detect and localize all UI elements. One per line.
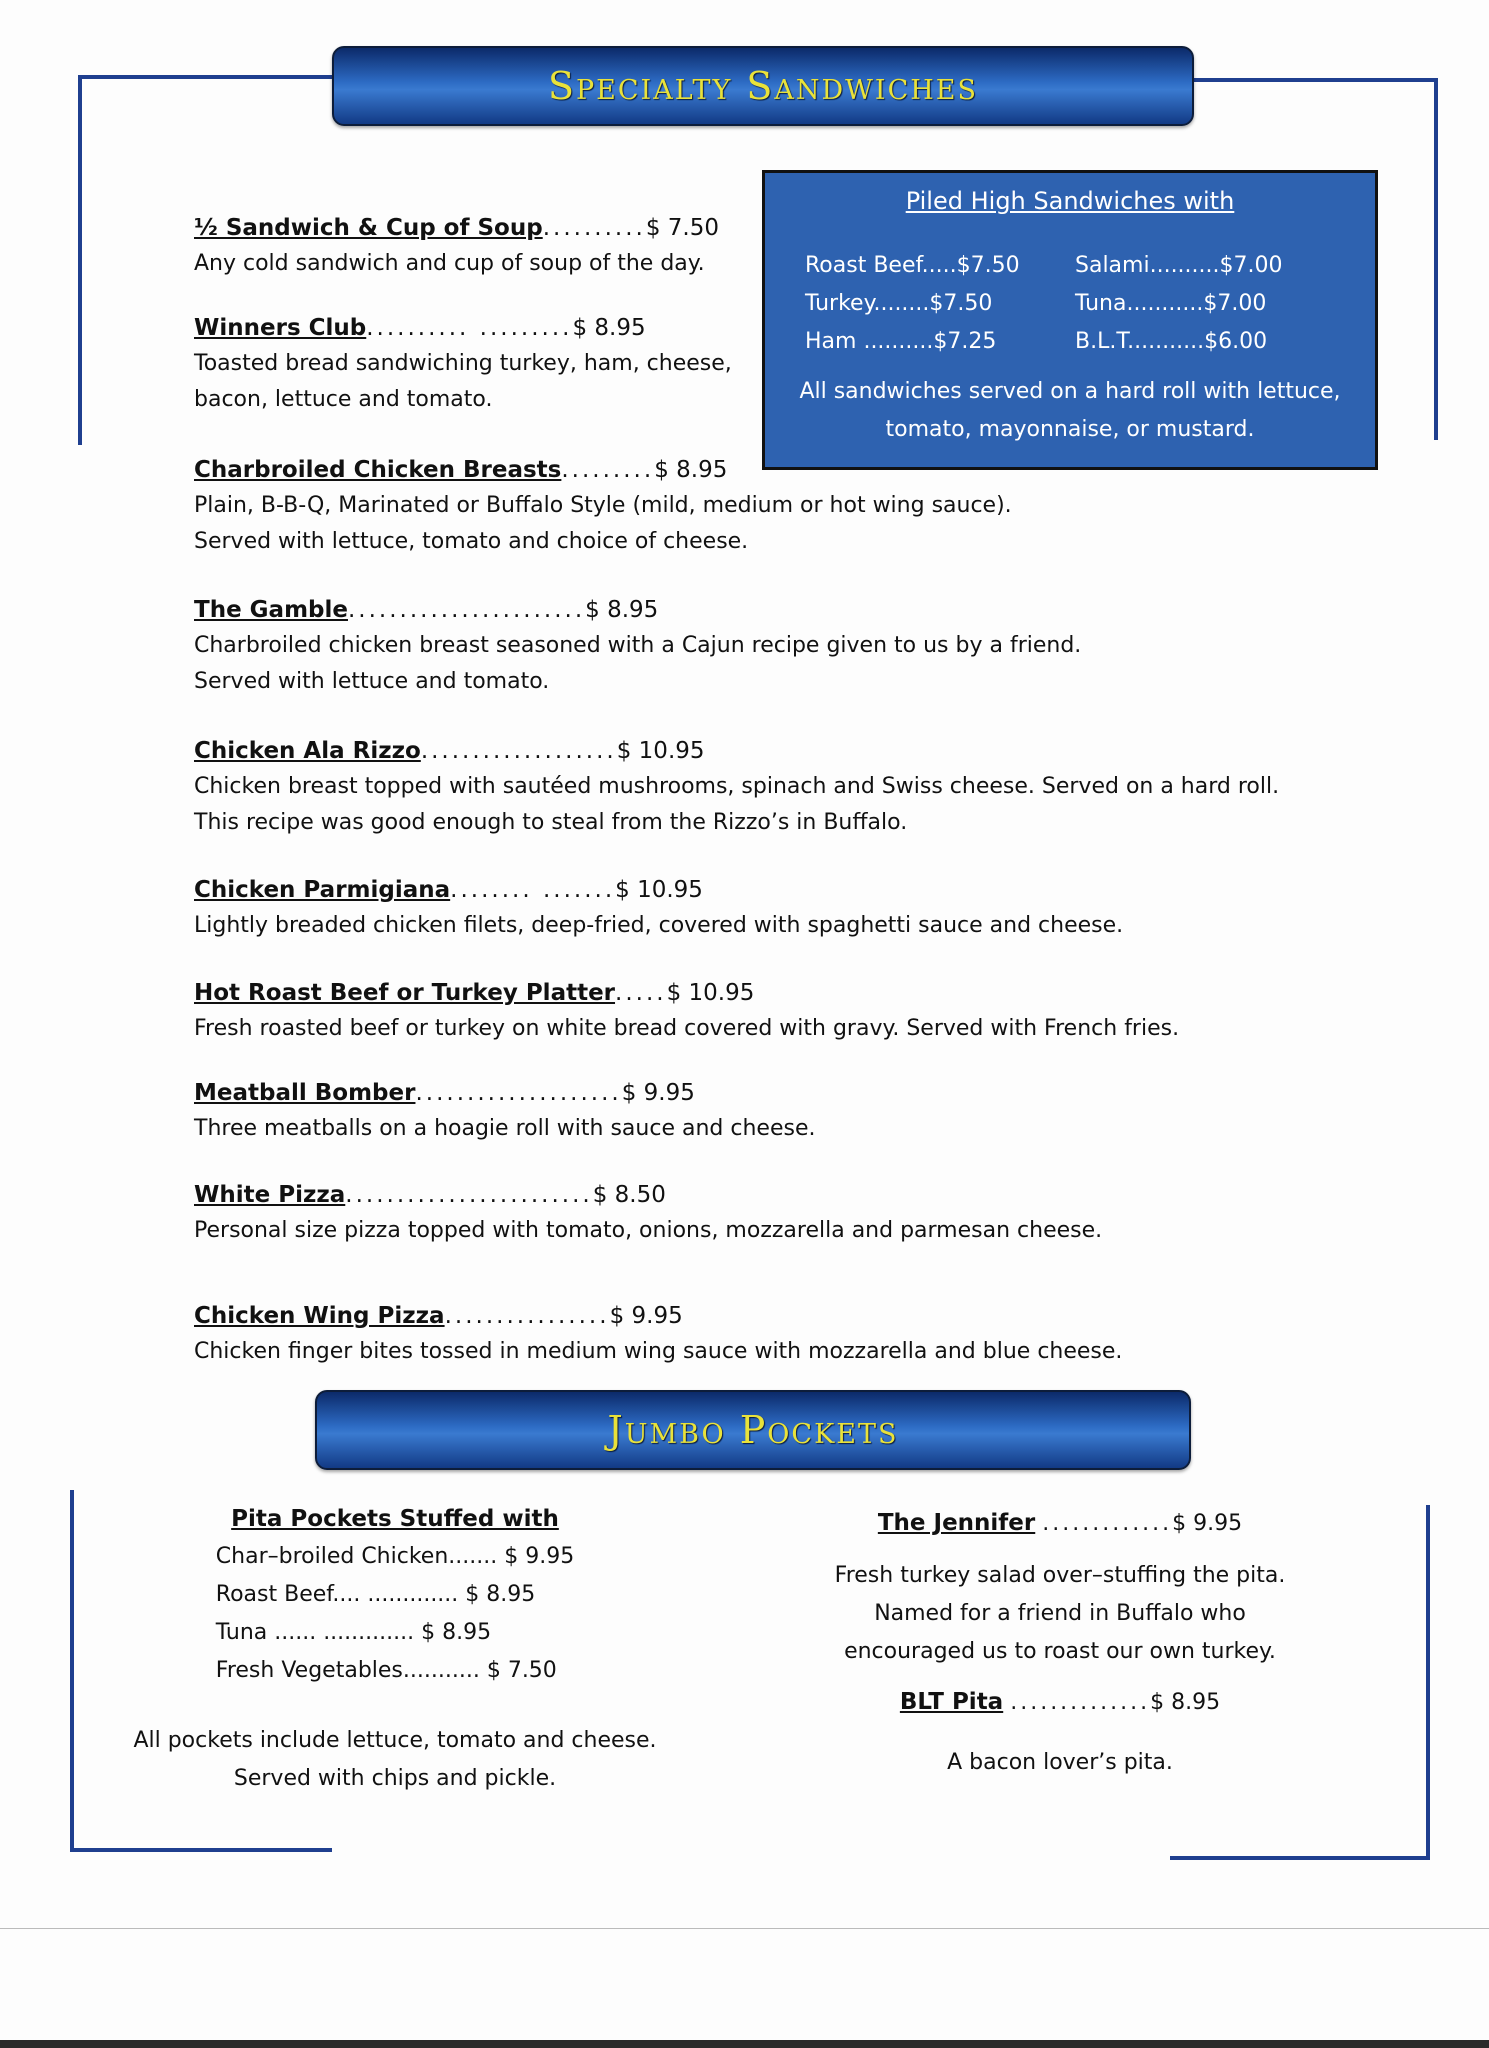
sandwich-price: $ 8.95 (654, 457, 728, 483)
pita-pockets-title: Pita Pockets Stuffed with (231, 1506, 559, 1532)
sandwich-name: Winners Club (194, 315, 367, 341)
piled-cell (1075, 323, 1345, 361)
piled-cell (1075, 285, 1345, 323)
page-fold-line (0, 1928, 1489, 1929)
pita-item-label: Char–broiled Chicken....... (215, 1544, 498, 1569)
piled-cell (805, 247, 1075, 285)
sandwich-name: Meatball Bomber (194, 1080, 416, 1106)
sandwich-item (194, 210, 719, 282)
piled-price: $7.50 (929, 291, 993, 316)
sandwich-item (194, 592, 1081, 700)
sandwich-name: The Gamble (194, 597, 348, 623)
sandwich-price: $ 8.95 (572, 315, 646, 341)
piled-row (805, 285, 1345, 323)
frame-top-left (78, 75, 333, 79)
pita-note (110, 1722, 680, 1798)
frame-right-lower (1426, 1505, 1430, 1860)
sandwich-heading (194, 592, 1081, 628)
sandwich-description: Charbroiled chicken breast seasoned with a Cajun recipe given to us by a friend. (194, 633, 1082, 658)
blt-heading (790, 1683, 1330, 1722)
piled-label: Roast Beef..... (805, 253, 957, 278)
jumbo-pockets-banner (315, 1390, 1191, 1470)
sandwich-name: Chicken Ala Rizzo (194, 738, 421, 764)
jennifer-dots: ............. (1042, 1511, 1173, 1536)
piled-note-line: All sandwiches served on a hard roll with lettuce, (799, 379, 1341, 404)
sandwich-heading (194, 310, 732, 346)
sandwich-heading (194, 1075, 815, 1111)
jennifer-desc (790, 1557, 1330, 1671)
sandwich-name: Chicken Wing Pizza (194, 1303, 445, 1329)
jennifer-heading (790, 1504, 1330, 1543)
piled-label: B.L.T........... (1075, 329, 1205, 354)
jumbo-pockets-title: Jumbo Pockets (607, 1408, 899, 1452)
piled-label: Salami.......... (1075, 253, 1220, 278)
sandwich-item (194, 1177, 1102, 1249)
sandwich-description: Chicken breast topped with sautéed mushrooms, spinach and Swiss cheese. Served on a hard roll. (194, 774, 1280, 799)
piled-high-price-grid (805, 247, 1345, 361)
sandwich-description: Three meatballs on a hoagie roll with sauce and cheese. (194, 1116, 816, 1141)
sandwich-dots: ....................... (347, 597, 586, 623)
piled-cell (805, 285, 1075, 323)
sandwich-name: ½ Sandwich & Cup of Soup (194, 215, 543, 241)
piled-high-box (762, 170, 1378, 470)
sandwich-name: Hot Roast Beef or Turkey Platter (194, 980, 616, 1006)
jennifer-price: $ 9.95 (1172, 1511, 1243, 1536)
jennifer-name: The Jennifer (877, 1510, 1036, 1536)
sandwich-description: Served with lettuce and tomato. (194, 669, 550, 694)
sandwich-heading (194, 210, 719, 246)
sandwich-price: $ 8.95 (585, 597, 659, 623)
sandwich-item (194, 872, 1123, 944)
sandwich-description: Any cold sandwich and cup of soup of the day. (194, 251, 705, 276)
jennifer-desc-line: Named for a friend in Buffalo who (874, 1601, 1246, 1626)
sandwich-heading (194, 1177, 1102, 1213)
sandwich-heading (194, 733, 1279, 769)
sandwich-price: $ 7.50 (645, 215, 719, 241)
pita-item-label: Roast Beef.... ............. (215, 1582, 459, 1607)
sandwich-price: $ 10.95 (615, 877, 703, 903)
pita-item-price: $ 7.50 (486, 1658, 557, 1683)
blt-name: BLT Pita (899, 1689, 1004, 1715)
sandwich-heading (194, 975, 1179, 1011)
sandwich-dots: .................... (415, 1080, 622, 1106)
sandwich-item (194, 733, 1279, 841)
piled-price: $7.50 (956, 253, 1020, 278)
sandwich-description: Fresh roasted beef or turkey on white bread covered with gravy. Served with French fries. (194, 1016, 1180, 1041)
sandwich-dots: ..... (615, 980, 667, 1006)
blt-desc: A bacon lover’s pita. (947, 1750, 1173, 1775)
sandwich-item (194, 310, 732, 418)
sandwich-description: bacon, lettuce and tomato. (194, 387, 493, 412)
piled-label: Turkey........ (805, 291, 930, 316)
pita-item (216, 1652, 574, 1690)
pita-item (216, 1538, 574, 1576)
piled-row (805, 247, 1345, 285)
blt-price: $ 8.95 (1150, 1690, 1221, 1715)
piled-label: Tuna........... (1075, 291, 1204, 316)
sandwich-description: Chicken finger bites tossed in medium wing sauce with mozzarella and blue cheese. (194, 1339, 1123, 1364)
sandwich-price: $ 10.95 (666, 980, 755, 1006)
sandwich-dots: ........................ (345, 1182, 593, 1208)
sandwich-dots: ......... (561, 457, 655, 483)
piled-price: $7.00 (1203, 291, 1267, 316)
sandwich-price: $ 10.95 (616, 738, 705, 764)
sandwich-description: Lightly breaded chicken filets, deep-fried, covered with spaghetti sauce and cheese. (194, 913, 1124, 938)
pita-note-line: All pockets include lettuce, tomato and cheese. (133, 1728, 657, 1753)
piled-note-line: tomato, mayonnaise, or mustard. (885, 417, 1255, 442)
sandwich-description: Served with lettuce, tomato and choice of cheese. (194, 529, 749, 554)
sandwich-name: Chicken Parmigiana (194, 877, 451, 903)
frame-right-upper (1434, 78, 1438, 440)
sandwich-item (194, 975, 1179, 1047)
pita-item-price: $ 8.95 (421, 1620, 492, 1645)
sandwich-dots: ................... (420, 738, 617, 764)
pita-item-label: Fresh Vegetables........... (215, 1658, 480, 1683)
sandwich-dots: ................ (444, 1303, 610, 1329)
sandwich-item (194, 1298, 1122, 1370)
jennifer-section (790, 1504, 1330, 1782)
piled-high-title: Piled High Sandwiches with (905, 187, 1235, 215)
sandwich-price: $ 9.95 (621, 1080, 695, 1106)
pita-item (216, 1614, 574, 1652)
specialty-sandwiches-banner (332, 46, 1194, 126)
sandwich-price: $ 9.95 (609, 1303, 683, 1329)
frame-top-right (1190, 78, 1438, 82)
piled-row (805, 323, 1345, 361)
piled-label: Ham .......... (805, 329, 934, 354)
jennifer-desc-line: Fresh turkey salad over–stuffing the pita. (834, 1563, 1286, 1588)
sandwich-dots: .......... ......... (366, 315, 573, 341)
sandwich-dots: .......... (542, 215, 646, 241)
piled-cell (1075, 247, 1345, 285)
sandwich-price: $ 8.50 (592, 1182, 666, 1208)
sandwich-name: White Pizza (194, 1182, 346, 1208)
sandwich-name: Charbroiled Chicken Breasts (194, 457, 562, 483)
frame-bottom-right (1170, 1856, 1430, 1860)
specialty-sandwiches-title: Specialty Sandwiches (547, 64, 978, 108)
frame-left-upper (78, 75, 82, 445)
sandwich-description: Personal size pizza topped with tomato, onions, mozzarella and parmesan cheese. (194, 1218, 1103, 1243)
piled-high-note (765, 373, 1375, 449)
sandwich-dots: ........ ....... (450, 877, 616, 903)
scan-bottom-edge (0, 2040, 1489, 2048)
sandwich-description: Plain, B-B-Q, Marinated or Buffalo Style (mild, medium or hot wing sauce). (194, 493, 1012, 518)
pita-item-price: $ 9.95 (504, 1544, 575, 1569)
piled-price: $7.00 (1219, 253, 1283, 278)
sandwich-description: This recipe was good enough to steal from the Rizzo’s in Buffalo. (194, 810, 908, 835)
sandwich-heading (194, 1298, 1122, 1334)
piled-price: $6.00 (1204, 329, 1268, 354)
piled-cell (805, 323, 1075, 361)
sandwich-description: Toasted bread sandwiching turkey, ham, cheese, (194, 351, 732, 376)
sandwich-heading (194, 872, 1123, 908)
blt-dots: .............. (1010, 1690, 1151, 1715)
pita-note-line: Served with chips and pickle. (233, 1766, 557, 1791)
pita-item-price: $ 8.95 (465, 1582, 536, 1607)
pita-pockets-section (110, 1500, 680, 1798)
frame-left-lower (70, 1490, 74, 1852)
sandwich-item (194, 1075, 815, 1147)
frame-bottom-left (70, 1848, 332, 1852)
pita-price-list (216, 1538, 574, 1690)
jennifer-desc-line: encouraged us to roast our own turkey. (844, 1639, 1276, 1664)
piled-price: $7.25 (933, 329, 997, 354)
pita-item-label: Tuna ...... ............. (215, 1620, 415, 1645)
pita-item (216, 1576, 574, 1614)
